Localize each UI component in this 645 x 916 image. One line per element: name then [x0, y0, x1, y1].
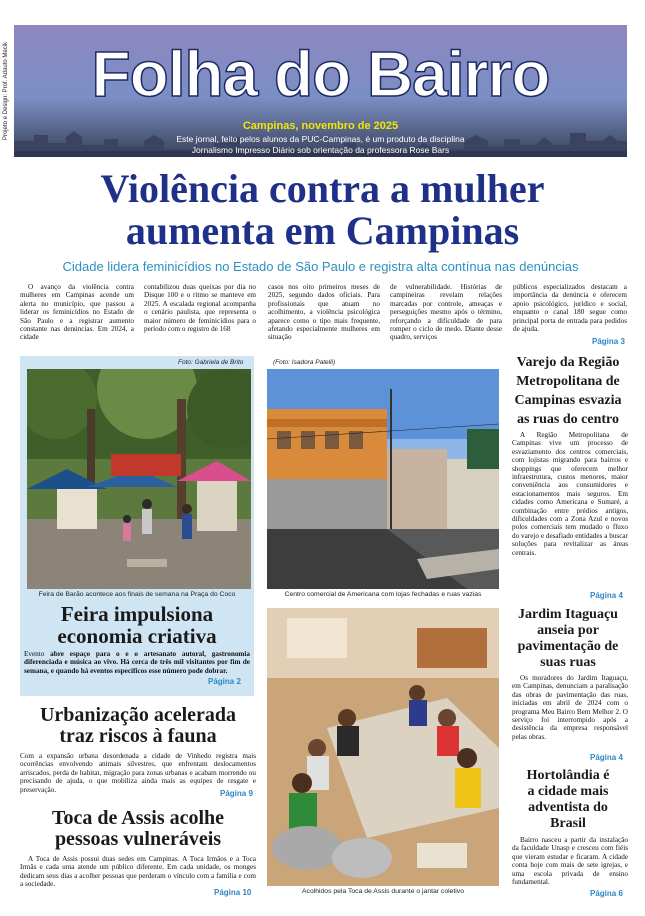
feira-text-start: Evento: [24, 650, 51, 658]
lead-column-3: casos nos oito primeiros meses de 2025, segundo dados oficiais. Para profissionais que atuam no acolhimento, a violência psicológica aparece como o tipo mais frequente, afetando especialmente mulheres em situação: [268, 283, 380, 342]
hortolandia-headline-line-2: a cidade mais: [527, 784, 609, 799]
masthead-line-2: Jornalismo Impresso Diário sob orientação da professora Rose Bars: [191, 145, 450, 155]
masthead-date: Campinas, novembro de 2025: [242, 120, 399, 132]
urbanizacao-headline-line-2: traz riscos à fauna: [59, 725, 217, 747]
lead-headline: [20, 168, 625, 252]
hortolandia-page-ref: Página 6: [590, 889, 623, 898]
toca-photo: [267, 608, 499, 886]
masthead-line-1: Este jornal, feito pelos alunos da PUC-Campinas, é um produto da disciplina: [176, 134, 465, 144]
feira-headline-line-2: economia criativa: [57, 624, 217, 648]
lead-column-2: contabilizou duas queixas por dia no Disque 100 e o ritmo se manteve em 2025. A escalada regional acompanha o cenário paulista, que representa o maior número de feminicídios para o período com o registro de 168: [144, 283, 256, 334]
lead-headline-line-2: aumenta em Campinas: [125, 208, 520, 253]
varejo-headline-line-2: Metropolitana de: [516, 374, 620, 389]
lead-column-1: O avanço da violência contra mulheres em Campinas acende um alerta no município, que passou a liderar os feminicídios no Estado de São Paulo e a registrar aumento constante nas denúncias. Em 2024, a cidade: [20, 283, 134, 342]
toca-headline: [20, 808, 256, 850]
varejo-headline: [506, 353, 630, 429]
toca-page-ref: Página 10: [214, 888, 252, 897]
toca-headline-line-2: pessoas vulneráveis: [54, 828, 222, 850]
urbanizacao-headline-line-1: Urbanização acelerada: [39, 704, 237, 726]
hortolandia-headline: [506, 768, 630, 832]
side-credit: [0, 30, 12, 160]
varejo-page-ref: Página 4: [590, 591, 623, 600]
itaguacu-headline-line-3: pavimentação de: [517, 639, 619, 654]
itaguacu-headline-line-4: suas ruas: [540, 655, 596, 670]
varejo-headline-line-3: Campinas esvazia: [514, 393, 622, 408]
urbanizacao-text: Com a expansão urbana desordenada a cidade de Vinhedo registra mais ocorrências envolvendo animais silvestres, que enfrentam deslocamentos arriscados, perda de habitat, migração para zonas urbanas e acabam morrendo ou precisando de ajuda, o que mobiliza ainda mais as equipes de resgate e preservação.: [20, 752, 256, 794]
itaguacu-text: Os moradores do Jardim Itaguaçu, em Campinas, denunciam a paralisação das obras de pavimentação das ruas, iniciadas em abril de 2024 com o programa Meu Bairro Bem Melhor 2. O serviço foi interrompido após a desistência da empresa responsável pelas obras.: [512, 674, 628, 741]
lead-subhead: Cidade lidera feminicídios no Estado de São Paulo e registra alta contínua nas denúncias: [62, 259, 579, 274]
masthead-title: Folha do Bairro: [91, 38, 550, 110]
lead-headline-line-1: Violência contra a mulher: [100, 166, 545, 211]
varejo-text: A Região Metropolitana de Campinas vive um processo de esvaziamento dos centros comerciais, com lojistas migrando para bairros e shoppings que oferecem melhor infraestrutura, custos menores, maior conveniência aos consumidores e estacionamentos mais seguros. Em cidades como Americana e Sumaré, a combinação entre prédios antigos, dificuldades com a Zona Azul e novos polos comerciais tem mudado o fluxo do varejo e desafiado entidades a buscar soluções para revitalizar as áreas centrais.: [512, 431, 628, 557]
feira-headline-line-1: Feira impulsiona: [60, 602, 214, 626]
masthead: [14, 25, 627, 157]
hortolandia-headline-line-4: Brasil: [550, 816, 586, 831]
varejo-headline-line-4: as ruas do centro: [516, 412, 620, 427]
lead-column-4: de vulnerabilidade. Histórias de campineiras revelam relações marcadas por controle, ameaças e perseguições mesmo após o término, reforçando a dificuldade de para romper o ciclo de medo. Diante desse quadro, serviços: [390, 283, 502, 342]
hortolandia-headline-line-1: Hortolândia é: [526, 768, 610, 783]
feira-text: [24, 650, 250, 675]
feira-page-ref: Página 2: [208, 677, 241, 686]
hortolandia-headline-line-3: adventista do: [528, 800, 608, 815]
itaguacu-headline: [506, 607, 630, 671]
feira-text-bold: abre espaço para o e o artesanato autoral, gastronomia diferenciada e música ao vivo. Há cerca de três mil visitantes por fim de semana, e quando há eventos específicos esse número pode dobrar.: [24, 650, 250, 675]
toca-text: A Toca de Assis possui duas sedes em Campinas. A Toca Irmãos e a Toca Irmãs e cada uma atende um público diferente. Em cada unidade, os monges dedicam seus dias a acolher pessoas que perderam o vínculo com a família e com a sociedade.: [20, 855, 256, 889]
toca-headline-line-1: Toca de Assis acolhe: [51, 807, 225, 829]
lead-column-5: públicos especializados destacam a importância da denúncia e oferecem apoio psicológico, jurídico e social, enquanto o canal 180 segue como principal porta de entrada para pedidos de ajuda.: [513, 283, 627, 334]
itaguacu-headline-line-2: anseia por: [537, 623, 599, 638]
feira-photo: [27, 369, 251, 589]
feira-photo-credit: Foto: Gabriela de Brito: [178, 359, 244, 366]
feira-headline: [20, 603, 254, 647]
varejo-headline-line-1: Varejo da Região: [516, 355, 620, 370]
lead-page-ref: Página 3: [592, 337, 625, 346]
americana-photo-caption: Centro comercial de Americana com lojas fechadas e ruas vazias: [284, 591, 482, 598]
urbanizacao-headline: [20, 705, 256, 747]
feira-photo-caption: Feira de Barão acontece aos finais de semana na Praça do Coco: [38, 591, 236, 598]
americana-photo-credit: (Foto: Isadora Patelli): [273, 359, 336, 366]
itaguacu-page-ref: Página 4: [590, 753, 623, 762]
toca-photo-caption: Acolhidos pela Toca de Assis durante o jantar coletivo: [302, 888, 464, 895]
itaguacu-headline-line-1: Jardim Itaguaçu: [518, 607, 618, 622]
hortolandia-text: Bairro nasceu a partir da instalação da faculdade Unasp e cresceu com fiéis que vieram estudar e ficaram. A cidade conta hoje com mais de sete igrejas, e uma escola privada de ensino fundamental.: [512, 836, 628, 887]
urbanizacao-page-ref: Página 9: [220, 789, 253, 798]
side-credit-text: Projeto e Design: Prof. Adauto Mecik: [3, 41, 9, 141]
americana-photo: [267, 369, 499, 589]
